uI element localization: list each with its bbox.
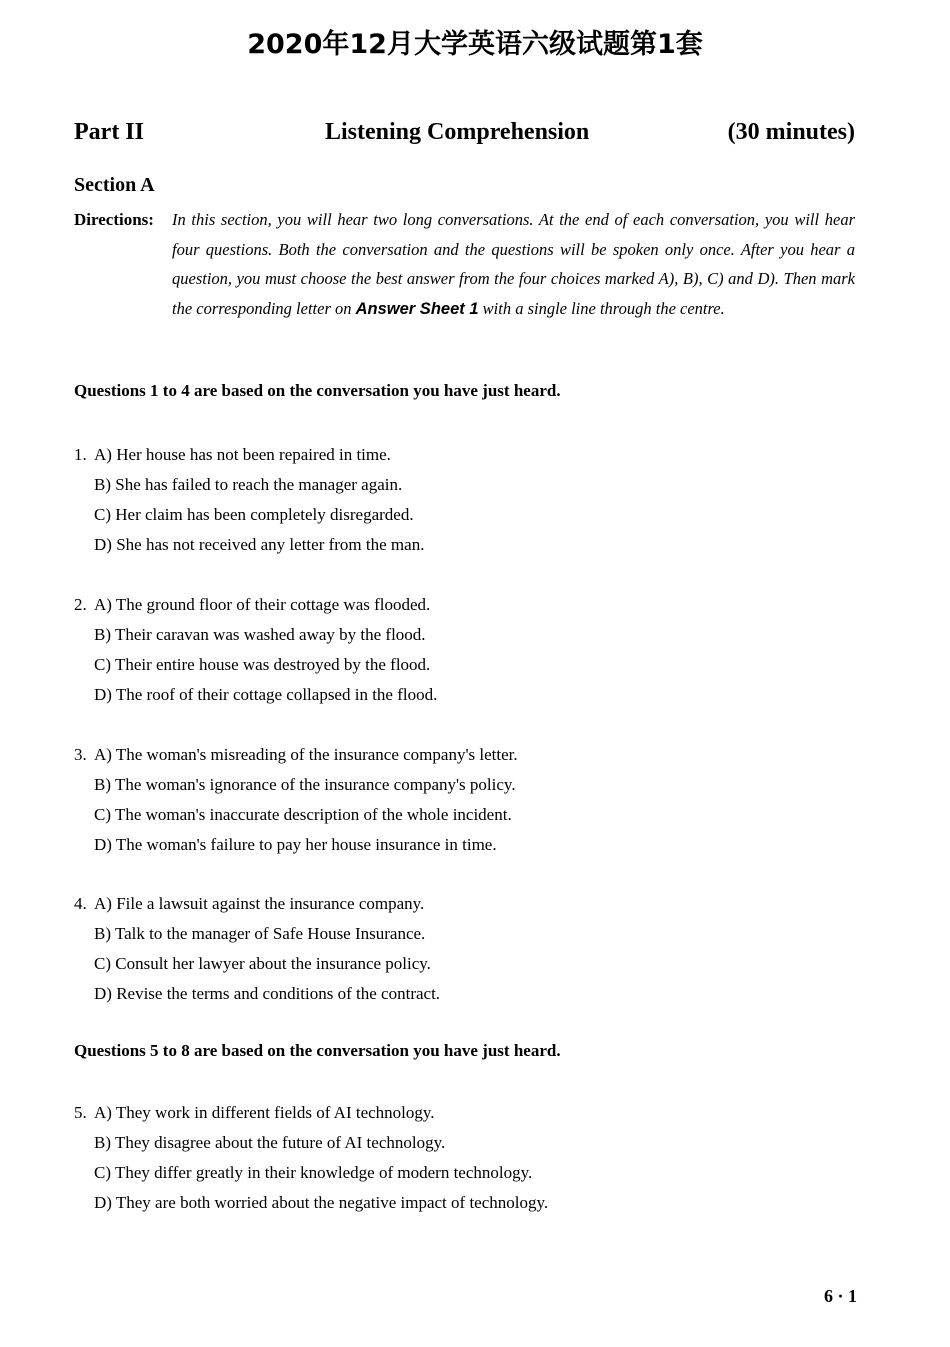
directions-text [172,205,855,324]
option-text: C) They differ greatly in their knowledge of modern technology. [94,1163,533,1182]
option-text: B) They disagree about the future of AI technology. [94,1133,446,1152]
option-text: D) The roof of their cottage collapsed in the flood. [94,685,438,704]
option [74,804,855,834]
part-name: Listening Comprehension [325,119,590,145]
question-number: 2. [74,595,87,614]
question-number: 5. [74,1103,87,1122]
option [74,504,855,534]
option-text: A) The ground floor of their cottage was flooded. [94,595,431,614]
option-text: A) The woman's misreading of the insurance company's letter. [94,745,518,764]
option-text: D) Revise the terms and conditions of the contract. [94,984,441,1003]
option [74,684,855,714]
option [74,534,855,564]
option [74,444,855,474]
option [74,774,855,804]
question-1 [74,444,855,564]
option [74,983,855,1013]
answer-sheet-label: Answer Sheet 1 [355,299,479,318]
option [74,624,855,654]
option [74,1192,855,1222]
page-number: 6 · 1 [823,1286,857,1306]
part-time: (30 minutes) [727,119,855,145]
option [74,923,855,953]
option-text: C) Their entire house was destroyed by the flood. [94,655,431,674]
option-text: D) She has not received any letter from the man. [94,535,425,554]
option-text: D) They are both worried about the negative impact of technology. [94,1193,549,1212]
option-text: C) Consult her lawyer about the insurance policy. [94,954,431,973]
question-4 [74,893,855,1013]
question-number: 3. [74,745,87,764]
part-heading [74,119,855,153]
part-label: Part II [74,119,144,145]
option-text: B) Talk to the manager of Safe House Insurance. [94,924,426,943]
question-group-header: Questions 1 to 4 are based on the conversation you have just heard. [74,381,561,400]
option [74,474,855,504]
option-text: A) File a lawsuit against the insurance company. [94,894,425,913]
option [74,834,855,864]
question-number: 4. [74,894,87,913]
question-3 [74,744,855,864]
option-text: C) Her claim has been completely disregarded. [94,505,414,524]
option [74,654,855,684]
document-title: 2020年12月大学英语六级试题第1套 [247,29,703,60]
directions-label: Directions: [74,210,154,229]
question-5 [74,1102,855,1222]
question-2 [74,594,855,714]
option-text: B) Their caravan was washed away by the flood. [94,625,426,644]
option [74,1162,855,1192]
option-text: C) The woman's inaccurate description of the whole incident. [94,805,512,824]
option [74,953,855,983]
option [74,1102,855,1132]
question-number: 1. [74,445,87,464]
option-text: A) They work in different fields of AI technology. [94,1103,435,1122]
directions [74,205,855,324]
option-text: B) She has failed to reach the manager again. [94,475,403,494]
option [74,744,855,774]
directions-text-before: In this section, you will hear two long conversations. At the end of each conversation, you will hear four questions. Both the conversation and the questions will be spoken only once. After you hear a question, you must choose the best answer from the four choices marked A), B), C) and D). Then mark the corresponding letter on [172,210,855,318]
option [74,893,855,923]
directions-text-after: with a single line through the centre. [478,298,725,318]
question-group-header: Questions 5 to 8 are based on the conversation you have just heard. [74,1041,561,1060]
option-text: D) The woman's failure to pay her house insurance in time. [94,835,497,854]
option [74,594,855,624]
option-text: A) Her house has not been repaired in time. [94,445,391,464]
option [74,1132,855,1162]
option-text: B) The woman's ignorance of the insurance company's policy. [94,775,516,794]
section-title: Section A [74,174,155,196]
